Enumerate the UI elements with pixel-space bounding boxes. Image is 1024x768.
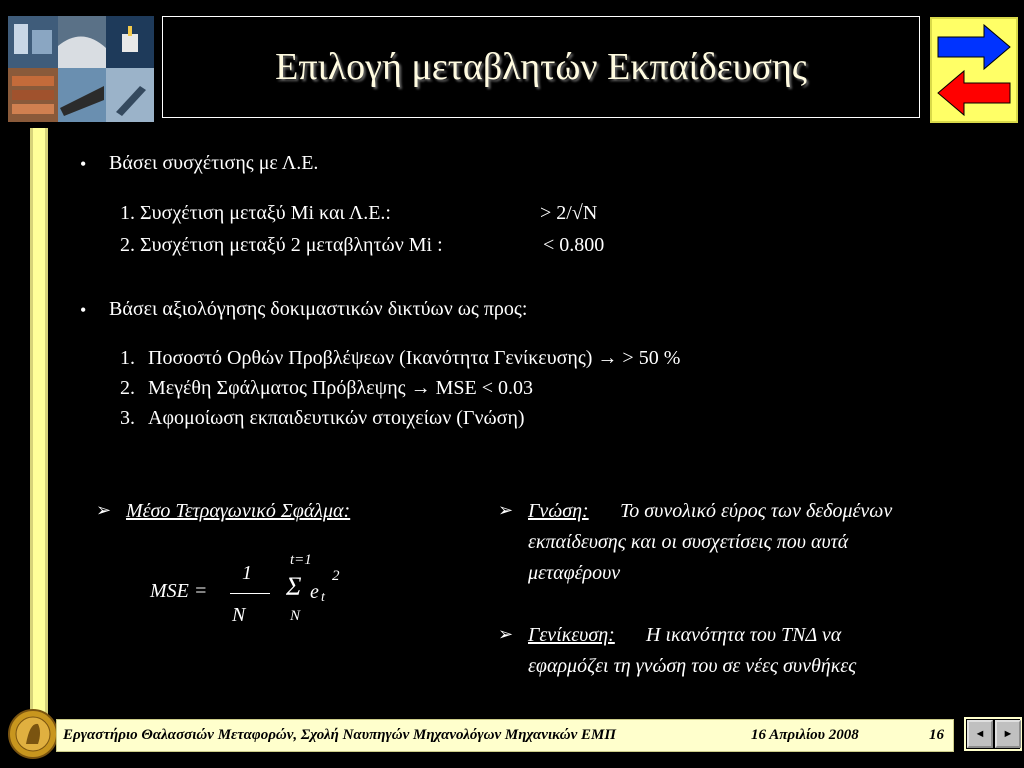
sigma-symbol: Σ (286, 572, 302, 601)
sum-lower-limit: N (290, 608, 301, 624)
generalization-term: Γενίκευση: (528, 624, 615, 646)
section2-item3-text: Αφομοίωση εκπαιδευτικών στοιχείων (Γνώση) (148, 407, 525, 429)
arrow-bullet-icon: ➢ (96, 500, 112, 520)
mse-formula (150, 550, 350, 630)
navigation-arrows[interactable] (930, 17, 1018, 123)
arrow-bullet-icon: ➢ (498, 624, 514, 644)
formula-numerator: 1 (242, 562, 252, 584)
arrow-bullet-icon: ➢ (498, 500, 514, 520)
seal-icon (8, 708, 58, 760)
side-decorative-bar (30, 128, 48, 716)
section2-item1-num: 1. (120, 347, 135, 369)
footer-date: 16 Απριλίου 2008 (751, 727, 859, 743)
university-logo (8, 708, 58, 760)
formula-term: e (310, 581, 319, 603)
formula-lhs: MSE = (150, 580, 208, 602)
section1-item1-value: > 2/√N (540, 202, 598, 224)
section1-item2-label: 2. Συσχέτιση μεταξύ 2 μεταβλητών Mi : (120, 234, 443, 256)
slide-title: Επιλογή μεταβλητών Εκπαίδευσης (275, 46, 807, 88)
knowledge-line2: εκπαίδευσης και οι συσχετίσεις που αυτά (528, 531, 849, 553)
section2-item2-text: Μεγέθη Σφάλματος Πρόβλεψης → MSE < 0.03 (148, 377, 533, 399)
section2-item2-num: 2. (120, 377, 135, 399)
generalization-line2: εφαρμόζει τη γνώση του σε νέες συνθήκες (528, 655, 857, 677)
knowledge-line1: Το συνολικό εύρος των δεδομένων (620, 500, 893, 522)
previous-slide-button[interactable] (967, 720, 993, 748)
section2-item3-num: 3. (120, 407, 135, 429)
triangle-right-icon: ► (1002, 728, 1014, 740)
title-box (162, 16, 920, 118)
arrows-icon (932, 19, 1016, 121)
knowledge-line3: μεταφέρουν (528, 562, 621, 584)
knowledge-term: Γνώση: (528, 500, 589, 522)
next-slide-button[interactable] (995, 720, 1021, 748)
formula-subscript: t (321, 590, 325, 605)
mse-heading: Μέσο Τετραγωνικό Σφάλμα: (126, 500, 351, 522)
section2-heading: Βάσει αξιολόγησης δοκιμαστικών δικτύων ως προς: (109, 298, 528, 320)
fraction-bar (230, 593, 270, 594)
footer-organization: Εργαστήριο Θαλασσιών Μεταφορών, Σχολή Ναυπηγών Μηχανολόγων Μηχανικών ΕΜΠ (63, 727, 617, 743)
bullet-icon: • (80, 154, 87, 174)
header-image-collage (8, 16, 154, 122)
section2-item1-text: Ποσοστό Ορθών Προβλέψεων (Ικανότητα Γενίκευσης) → > 50 % (148, 347, 681, 369)
footer-page-number: 16 (929, 727, 944, 743)
collage-graphic (8, 16, 154, 122)
bullet-icon: • (80, 300, 87, 320)
section1-item2-value: < 0.800 (543, 234, 605, 256)
sum-upper-limit: t=1 (290, 552, 312, 568)
section1-heading: Βάσει συσχέτισης με Λ.Ε. (109, 152, 319, 174)
triangle-left-icon: ◄ (974, 728, 986, 740)
formula-exponent: 2 (332, 568, 340, 584)
section1-item1-label: 1. Συσχέτιση μεταξύ Mi και Λ.Ε.: (120, 202, 391, 224)
footer-bar (56, 719, 954, 752)
generalization-line1: Η ικανότητα του ΤΝΔ να (646, 624, 842, 646)
formula-denominator: N (232, 604, 246, 626)
